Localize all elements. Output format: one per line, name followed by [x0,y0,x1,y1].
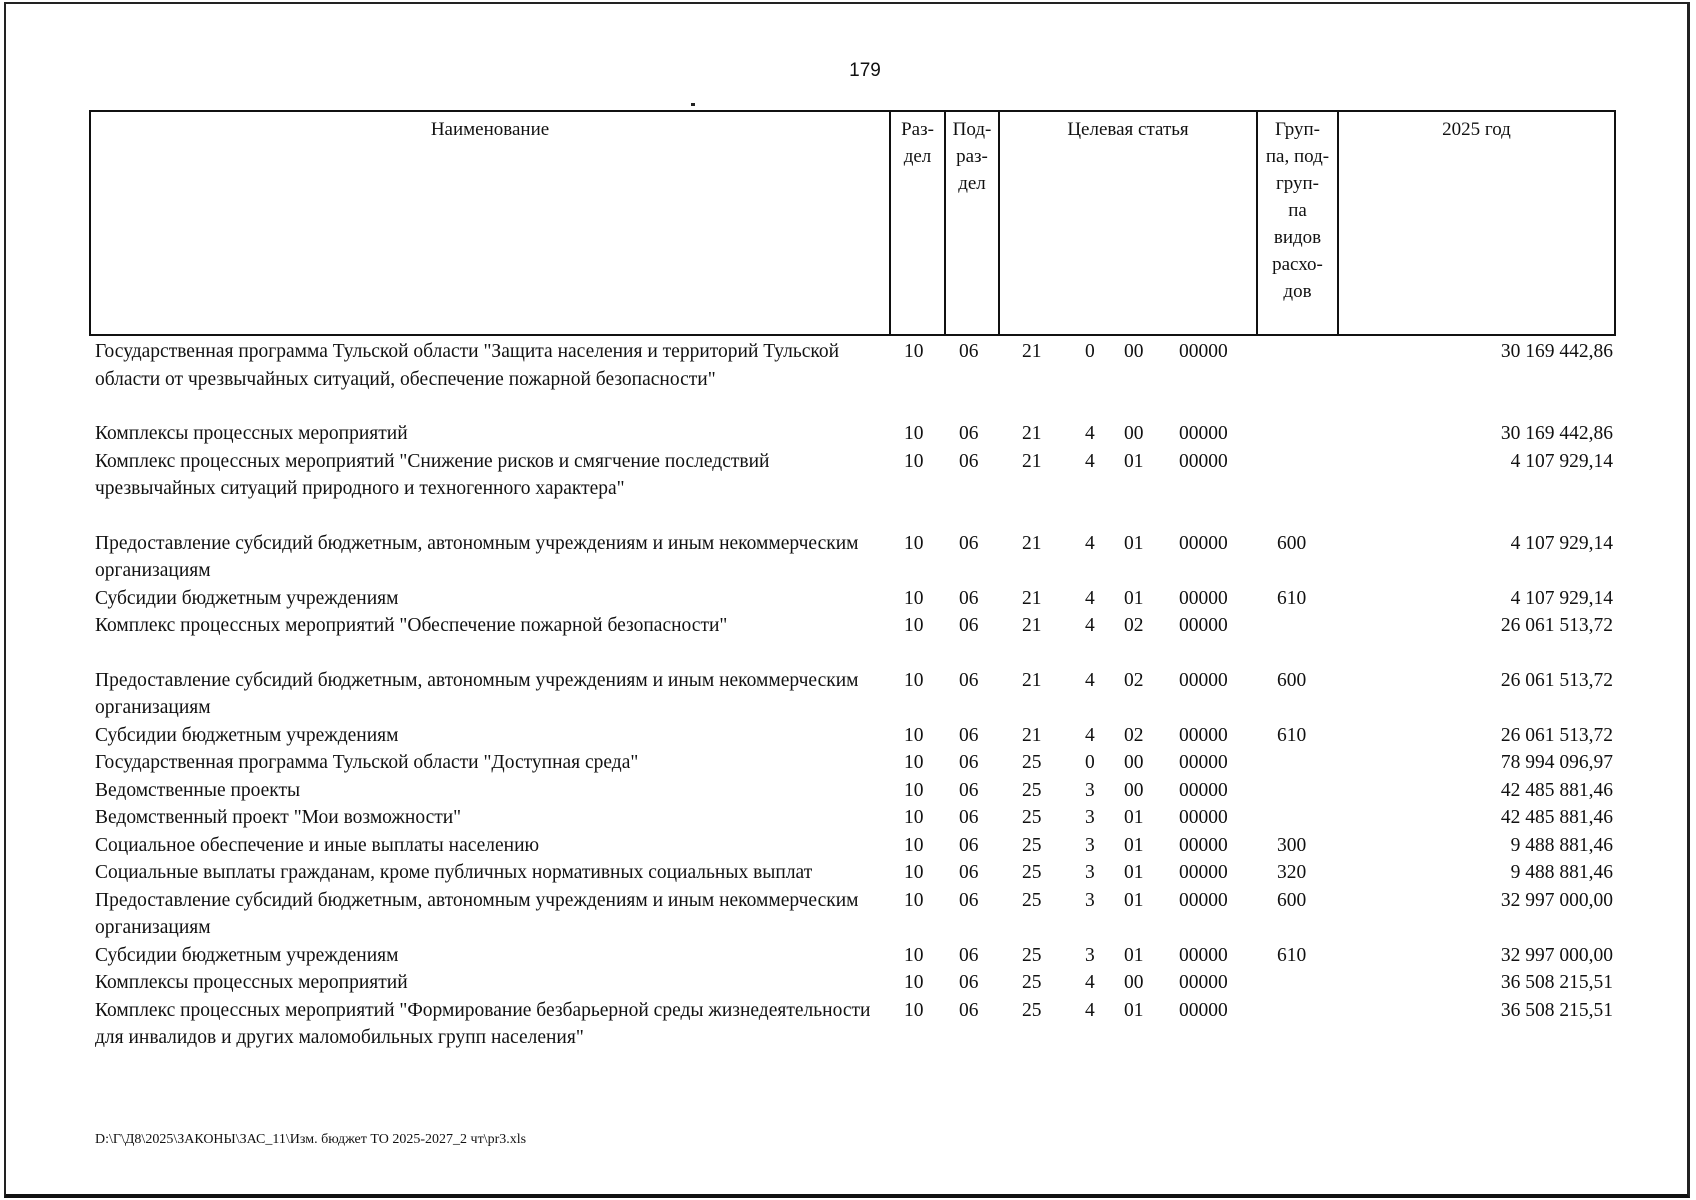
row-target-event: 01 [1124,532,1144,554]
row-group: 610 [1277,724,1307,746]
row-razdel: 10 [904,532,924,554]
row-target-program: 21 [1022,669,1042,691]
table-row [0,446,1696,501]
table-body [0,336,1696,1050]
row-razdel: 10 [904,889,924,911]
row-podrazdel: 06 [959,752,979,773]
row-target-event: 00 [1124,341,1144,362]
row-target-program: 25 [1022,779,1042,801]
row-group: 600 [1277,532,1307,554]
row-target-event: 02 [1124,724,1144,746]
row-amount: 26 061 513,72 [1500,615,1613,636]
row-podrazdel: 06 [959,423,979,444]
row-target-type: 4 [1085,615,1095,636]
row-target-type: 3 [1085,862,1095,883]
row-amount: 32 997 000,00 [1500,944,1613,966]
row-name: Ведомственные проекты [95,779,301,801]
row-target-type: 4 [1085,450,1095,472]
row-amount: 42 485 881,46 [1500,807,1613,828]
table-row [0,775,1696,803]
row-target-event: 02 [1124,615,1144,636]
row-podrazdel: 06 [959,944,979,966]
row-razdel: 10 [904,669,924,691]
table-row [0,885,1696,940]
row-amount: 36 508 215,51 [1500,972,1613,993]
table-row [0,857,1696,885]
row-podrazdel: 06 [959,450,979,472]
row-target-direction: 00000 [1179,450,1228,472]
row-target-program: 25 [1022,834,1042,856]
row-amount: 32 997 000,00 [1500,889,1613,911]
row-target-type: 0 [1085,341,1095,362]
row-target-type: 3 [1085,834,1095,856]
table-row [0,418,1696,446]
row-podrazdel: 06 [959,341,979,362]
header-podrazdel [946,112,1000,334]
row-name: Субсидии бюджетным учреждениям [95,724,399,746]
row-target-program: 25 [1022,752,1042,773]
row-target-direction: 00000 [1179,944,1228,966]
row-group: 610 [1277,587,1307,609]
row-target-direction: 00000 [1179,341,1228,362]
row-podrazdel: 06 [959,724,979,746]
header-podrazdel-line: раз- [956,146,988,167]
header-group-line: Груп- [1274,119,1321,140]
row-target-direction: 00000 [1179,834,1228,856]
header-group-line: па, под- [1265,146,1330,167]
header-group-line: видов [1273,227,1322,248]
table-row [0,940,1696,968]
header-razdel-line: Раз- [901,119,934,140]
row-target-event: 02 [1124,669,1144,691]
row-target-event: 01 [1124,450,1144,472]
row-amount: 9 488 881,46 [1510,862,1613,883]
row-group: 300 [1277,834,1307,856]
table-row [0,665,1696,720]
row-target-direction: 00000 [1179,669,1228,691]
row-target-event: 00 [1124,779,1144,801]
table-row [0,995,1696,1050]
table-row [0,802,1696,830]
row-group: 600 [1277,889,1307,911]
header-podrazdel-line: Под- [952,119,992,140]
row-razdel: 10 [904,752,924,773]
table-row [0,336,1696,391]
row-name: Комплекс процессных мероприятий "Снижение рисков и смягчение последствий чрезвычайных ситуаций природного и техногенного характера" [95,450,770,499]
row-target-direction: 00000 [1179,423,1228,444]
row-razdel: 10 [904,999,924,1021]
row-amount: 9 488 881,46 [1510,834,1613,856]
table-row [0,747,1696,775]
row-name: Государственная программа Тульской области "Защита населения и территорий Тульской области от чрезвычайных ситуаций, обеспечение пожарной безопасности" [95,341,840,390]
row-name: Субсидии бюджетным учреждениям [95,944,399,966]
row-target-event: 01 [1124,999,1144,1021]
header-razdel-line: дел [903,146,932,167]
row-target-event: 00 [1124,972,1144,993]
row-name: Государственная программа Тульской области "Доступная среда" [95,752,639,773]
row-target-program: 21 [1022,423,1042,444]
header-target [1000,112,1258,334]
row-name: Комплекс процессных мероприятий "Обеспечение пожарной безопасности" [95,615,728,636]
row-name: Комплекс процессных мероприятий "Формирование безбарьерной среды жизнедеятельности для инвалидов и других маломобильных групп населения" [95,999,871,1048]
row-target-type: 4 [1085,999,1095,1021]
row-target-type: 4 [1085,587,1095,609]
header-group-line: дов [1283,281,1312,302]
row-amount: 42 485 881,46 [1500,779,1613,801]
row-target-type: 4 [1085,423,1095,444]
row-target-type: 4 [1085,972,1095,993]
header-podrazdel-line: дел [958,173,986,194]
row-podrazdel: 06 [959,532,979,554]
row-target-direction: 00000 [1179,807,1228,828]
row-razdel: 10 [904,341,924,362]
row-podrazdel: 06 [959,807,979,828]
row-razdel: 10 [904,423,924,444]
row-target-type: 3 [1085,944,1095,966]
row-target-type: 3 [1085,889,1095,911]
table-row [0,720,1696,748]
row-target-program: 25 [1022,972,1042,993]
header-target-label: Целевая статья [1067,119,1189,140]
row-target-direction: 00000 [1179,779,1228,801]
header-razdel [891,112,946,334]
row-target-event: 01 [1124,889,1144,911]
row-target-event: 01 [1124,834,1144,856]
header-group-line: па [1288,200,1307,221]
row-razdel: 10 [904,587,924,609]
page-number: 179 [849,60,881,81]
row-target-direction: 00000 [1179,889,1228,911]
row-target-direction: 00000 [1179,862,1228,883]
table-header [89,110,1616,336]
row-group: 610 [1277,944,1307,966]
row-target-direction: 00000 [1179,999,1228,1021]
row-razdel: 10 [904,615,924,636]
row-razdel: 10 [904,972,924,993]
table-row [0,583,1696,611]
table-row [0,610,1696,638]
row-target-program: 25 [1022,999,1042,1021]
row-target-type: 0 [1085,752,1095,773]
table-row [0,967,1696,995]
row-amount: 4 107 929,14 [1510,532,1613,554]
row-podrazdel: 06 [959,587,979,609]
dot-mark [691,103,695,106]
row-name: Комплексы процессных мероприятий [95,423,408,444]
row-amount: 26 061 513,72 [1500,669,1613,691]
row-name: Социальное обеспечение и иные выплаты населению [95,834,540,856]
row-podrazdel: 06 [959,999,979,1021]
row-target-program: 21 [1022,615,1042,636]
row-target-program: 25 [1022,862,1042,883]
row-podrazdel: 06 [959,862,979,883]
row-target-event: 00 [1124,752,1144,773]
row-amount: 4 107 929,14 [1510,587,1613,609]
row-razdel: 10 [904,862,924,883]
row-razdel: 10 [904,834,924,856]
row-target-program: 21 [1022,341,1042,362]
row-target-event: 01 [1124,862,1144,883]
row-target-event: 00 [1124,423,1144,444]
row-target-program: 21 [1022,724,1042,746]
row-target-event: 01 [1124,807,1144,828]
row-amount: 30 169 442,86 [1500,341,1613,362]
row-amount: 78 994 096,97 [1500,752,1613,773]
row-target-event: 01 [1124,587,1144,609]
row-razdel: 10 [904,807,924,828]
row-target-program: 25 [1022,807,1042,828]
row-target-event: 01 [1124,944,1144,966]
row-podrazdel: 06 [959,889,979,911]
row-name: Ведомственный проект "Мои возможности" [95,807,462,828]
row-razdel: 10 [904,724,924,746]
row-razdel: 10 [904,450,924,472]
header-group-line: груп- [1275,173,1320,194]
row-target-program: 25 [1022,944,1042,966]
row-podrazdel: 06 [959,615,979,636]
row-amount: 30 169 442,86 [1500,423,1613,444]
row-target-direction: 00000 [1179,615,1228,636]
row-target-program: 21 [1022,532,1042,554]
row-target-direction: 00000 [1179,724,1228,746]
row-target-program: 25 [1022,889,1042,911]
row-group: 320 [1277,862,1307,883]
file-path-footer: D:\Г\Д8\2025\ЗАКОНЫ\ЗАС_11\Изм. бюджет ТО 2025-2027_2 чт\pr3.xls [95,1132,527,1147]
row-amount: 4 107 929,14 [1510,450,1613,472]
row-name: Комплексы процессных мероприятий [95,972,408,993]
header-name-label: Наименование [430,119,550,140]
row-podrazdel: 06 [959,779,979,801]
row-podrazdel: 06 [959,669,979,691]
row-target-type: 4 [1085,669,1095,691]
row-target-direction: 00000 [1179,587,1228,609]
row-target-direction: 00000 [1179,752,1228,773]
row-podrazdel: 06 [959,972,979,993]
row-group: 600 [1277,669,1307,691]
header-group [1258,112,1339,334]
row-target-direction: 00000 [1179,532,1228,554]
table-row [0,528,1696,583]
row-name: Предоставление субсидий бюджетным, автономным учреждениям и иным некоммерческим организациям [95,889,859,938]
row-amount: 36 508 215,51 [1500,999,1613,1021]
row-target-program: 21 [1022,587,1042,609]
row-name: Социальные выплаты гражданам, кроме публичных нормативных социальных выплат [95,862,813,883]
row-name: Предоставление субсидий бюджетным, автономным учреждениям и иным некоммерческим организациям [95,669,859,718]
header-group-line: расхо- [1272,254,1323,275]
row-name: Предоставление субсидий бюджетным, автономным учреждениям и иным некоммерческим организациям [95,532,859,581]
row-razdel: 10 [904,944,924,966]
row-razdel: 10 [904,779,924,801]
table-row [0,830,1696,858]
row-target-type: 4 [1085,724,1095,746]
header-year [1339,112,1614,334]
row-name: Субсидии бюджетным учреждениям [95,587,399,609]
row-amount: 26 061 513,72 [1500,724,1613,746]
row-target-type: 3 [1085,779,1095,801]
header-year-label: 2025 год [1442,119,1511,140]
header-name [91,112,891,334]
row-target-direction: 00000 [1179,972,1228,993]
row-target-program: 21 [1022,450,1042,472]
row-target-type: 3 [1085,807,1095,828]
row-target-type: 4 [1085,532,1095,554]
row-podrazdel: 06 [959,834,979,856]
